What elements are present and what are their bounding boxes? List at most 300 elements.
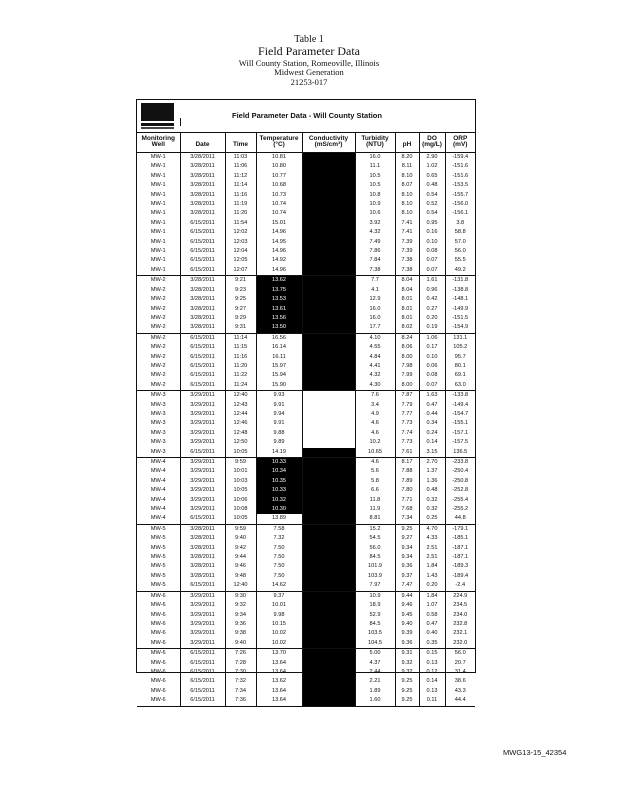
cell-turb: 10.9 — [355, 591, 395, 601]
cell-ph: 9.25 — [395, 687, 419, 696]
cell-well: MW-2 — [137, 314, 180, 323]
cell-date: 3/28/2011 — [180, 562, 225, 571]
cell-turb: 5.00 — [355, 649, 395, 659]
table-row — [137, 620, 475, 629]
cell-orp: -187.1 — [452, 554, 469, 561]
data-sheet — [136, 99, 476, 704]
cell-cond — [302, 486, 355, 495]
table-number: Table 1 — [294, 34, 324, 45]
cell-time: 11:22 — [225, 371, 256, 380]
cell-temp: 10.74 — [256, 209, 302, 218]
cell-cond — [302, 391, 355, 401]
cell-cond — [302, 477, 355, 486]
cell-well: MW-2 — [137, 323, 180, 333]
cell-well: MW-4 — [137, 458, 180, 468]
cell-temp: 10.01 — [256, 601, 302, 610]
cell-orp: 105.2 — [453, 344, 468, 351]
cell-time: 12:02 — [225, 228, 256, 237]
cell-ph: 9.39 — [395, 629, 419, 638]
cell-time: 9:40 — [225, 534, 256, 543]
cell-do: 0.10 — [419, 238, 445, 247]
cell-time: 11:19 — [225, 200, 256, 209]
cell-well: MW-1 — [137, 153, 180, 163]
cell-cond — [302, 429, 355, 438]
cell-well: MW-6 — [137, 620, 180, 629]
cell-cond — [302, 553, 355, 562]
cell-date: 3/29/2011 — [180, 401, 225, 410]
cell-orp: -149.9 — [452, 305, 469, 312]
cell-cond — [302, 601, 355, 610]
cell-ph: 7.71 — [395, 496, 419, 505]
cell-date: 6/15/2011 — [180, 371, 225, 380]
cell-time: 7:30 — [225, 668, 256, 677]
cell-well: MW-1 — [137, 172, 180, 181]
cell-date: 3/29/2011 — [180, 611, 225, 620]
cell-do: 1.84 — [419, 562, 445, 571]
table-row — [137, 219, 475, 228]
cell-cond — [302, 572, 355, 581]
cell-well: MW-2 — [137, 295, 180, 304]
cell-well: MW-6 — [137, 629, 180, 638]
cell-date: 6/15/2011 — [180, 696, 225, 706]
cell-well: MW-1 — [137, 238, 180, 247]
cell-do: 1.37 — [419, 467, 445, 476]
cell-do: 0.52 — [419, 200, 445, 209]
cell-temp: 13.64 — [256, 659, 302, 668]
cell-temp: 10.02 — [256, 629, 302, 638]
bates-number: MWG13-15_42354 — [503, 748, 567, 757]
cell-ph: 9.44 — [395, 591, 419, 601]
cell-well: MW-1 — [137, 191, 180, 200]
cell-well: MW-2 — [137, 276, 180, 286]
cell-date: 3/28/2011 — [180, 544, 225, 553]
cell-temp: 13.62 — [256, 276, 302, 286]
cell-do: 0.07 — [419, 266, 445, 276]
cell-ph: 7.79 — [395, 401, 419, 410]
cell-date: 3/28/2011 — [180, 181, 225, 190]
col-cond-h2: (mS/cm³) — [302, 142, 355, 153]
table-row — [137, 266, 475, 276]
cell-well: MW-6 — [137, 687, 180, 696]
table-row — [137, 448, 475, 458]
cell-ph: 9.46 — [395, 601, 419, 610]
cell-temp: 10.73 — [256, 191, 302, 200]
cell-do: 0.06 — [419, 362, 445, 371]
col-ph-h2: pH — [395, 142, 419, 153]
table-body — [137, 153, 475, 707]
cell-cond — [302, 544, 355, 553]
table-row — [137, 477, 475, 486]
cell-do: 0.11 — [419, 696, 445, 706]
cell-temp: 7.50 — [256, 553, 302, 562]
col-do-h1: DO — [419, 133, 445, 142]
cell-cond — [302, 505, 355, 514]
cell-orp: 232.1 — [453, 630, 468, 637]
cell-orp: -138.8 — [452, 286, 469, 293]
cell-temp: 9.91 — [256, 401, 302, 410]
cell-temp: 13.62 — [256, 677, 302, 686]
cell-time: 9:42 — [225, 544, 256, 553]
table-row — [137, 629, 475, 638]
cell-time: 9:48 — [225, 572, 256, 581]
cell-ph: 7.74 — [395, 429, 419, 438]
cell-time: 9:59 — [225, 524, 256, 534]
cell-cond — [302, 276, 355, 286]
cell-turb: 104.5 — [355, 639, 395, 649]
cell-time: 11:03 — [225, 153, 256, 163]
cell-time: 11:06 — [225, 162, 256, 171]
cell-do: 0.12 — [419, 668, 445, 677]
cell-cond — [302, 247, 355, 256]
col-date-h2: Date — [180, 142, 225, 153]
cell-time: 9:44 — [225, 553, 256, 562]
cell-temp: 14.96 — [256, 247, 302, 256]
table-row — [137, 256, 475, 265]
cell-well: MW-2 — [137, 333, 180, 343]
cell-temp: 13.64 — [256, 696, 302, 706]
cell-well: MW-5 — [137, 534, 180, 543]
cell-ph: 8.00 — [395, 353, 419, 362]
cell-well: MW-2 — [137, 353, 180, 362]
cell-do: 0.47 — [419, 620, 445, 629]
cell-orp: 234.5 — [453, 602, 468, 609]
cell-well: MW-2 — [137, 381, 180, 391]
table-row — [137, 514, 475, 524]
cell-date: 3/28/2011 — [180, 295, 225, 304]
cell-cond — [302, 458, 355, 468]
cell-time: 9:23 — [225, 286, 256, 295]
cell-date: 6/15/2011 — [180, 649, 225, 659]
table-row — [137, 496, 475, 505]
cell-temp: 14.19 — [256, 448, 302, 458]
cell-well: MW-2 — [137, 286, 180, 295]
cell-time: 12:44 — [225, 410, 256, 419]
cell-ph: 9.34 — [395, 553, 419, 562]
cell-do: 1.07 — [419, 601, 445, 610]
cell-turb: 4.30 — [355, 381, 395, 391]
cell-orp: -155.1 — [452, 420, 469, 427]
cell-time: 9:31 — [225, 323, 256, 333]
cell-date: 3/28/2011 — [180, 524, 225, 534]
cell-well: MW-1 — [137, 200, 180, 209]
cell-date: 3/29/2011 — [180, 601, 225, 610]
cell-turb: 4.32 — [355, 228, 395, 237]
cell-cond — [302, 668, 355, 677]
cell-well: MW-6 — [137, 611, 180, 620]
col-do-h2: (mg/L) — [419, 142, 445, 153]
cell-do: 0.25 — [419, 514, 445, 524]
cell-ph: 9.45 — [395, 611, 419, 620]
cell-ph: 7.47 — [395, 581, 419, 591]
cell-well: MW-6 — [137, 591, 180, 601]
cell-do: 0.19 — [419, 323, 445, 333]
cell-temp: 10.30 — [256, 505, 302, 514]
sheet-header — [137, 100, 475, 133]
cell-time: 11:15 — [225, 343, 256, 352]
cell-turb: 12.9 — [355, 295, 395, 304]
cell-ph: 7.41 — [395, 228, 419, 237]
cell-well: MW-6 — [137, 601, 180, 610]
cell-do: 0.07 — [419, 256, 445, 265]
col-temp-h1: Temperature — [256, 133, 302, 142]
cell-temp: 7.50 — [256, 544, 302, 553]
cell-turb: 10.5 — [355, 172, 395, 181]
cell-temp: 10.15 — [256, 620, 302, 629]
table-row — [137, 591, 475, 601]
cell-orp: -189.3 — [452, 563, 469, 570]
cell-turb: 1.89 — [355, 687, 395, 696]
cell-cond — [302, 314, 355, 323]
cell-ph: 8.04 — [395, 286, 419, 295]
cell-time: 9:34 — [225, 611, 256, 620]
cell-ph: 7.38 — [395, 256, 419, 265]
cell-date: 3/28/2011 — [180, 286, 225, 295]
cell-do: 0.65 — [419, 172, 445, 181]
cell-date: 6/15/2011 — [180, 247, 225, 256]
cell-orp: -250.4 — [452, 468, 469, 475]
cell-date: 6/15/2011 — [180, 266, 225, 276]
cell-time: 11:20 — [225, 209, 256, 218]
cell-date: 6/15/2011 — [180, 256, 225, 265]
cell-orp: -185.1 — [452, 535, 469, 542]
cell-ph: 7.87 — [395, 391, 419, 401]
company-line: Midwest Generation — [274, 67, 344, 78]
document-header — [0, 34, 618, 87]
cell-turb: 4.41 — [355, 362, 395, 371]
cell-cond — [302, 496, 355, 505]
cell-turb: 16.0 — [355, 153, 395, 163]
table-row — [137, 276, 475, 286]
cell-ph: 7.88 — [395, 467, 419, 476]
cell-turb: 4.37 — [355, 659, 395, 668]
cell-well: MW-3 — [137, 391, 180, 401]
cell-turb: 56.0 — [355, 544, 395, 553]
cell-date: 6/15/2011 — [180, 333, 225, 343]
cell-temp: 9.88 — [256, 429, 302, 438]
cell-temp: 9.94 — [256, 410, 302, 419]
table-row — [137, 200, 475, 209]
cell-do: 0.13 — [419, 659, 445, 668]
cell-turb: 10.5 — [355, 181, 395, 190]
cell-well: MW-3 — [137, 401, 180, 410]
cell-time: 11:14 — [225, 181, 256, 190]
cell-ph: 7.99 — [395, 371, 419, 380]
cell-temp: 10.33 — [256, 486, 302, 495]
cell-cond — [302, 639, 355, 649]
table-row — [137, 486, 475, 495]
cell-ph: 7.73 — [395, 419, 419, 428]
cell-orp: -250.8 — [452, 477, 469, 484]
cell-temp: 14.96 — [256, 228, 302, 237]
cell-ph: 7.41 — [395, 219, 419, 228]
cell-cond — [302, 524, 355, 534]
cell-do: 0.48 — [419, 486, 445, 495]
cell-turb: 4.32 — [355, 371, 395, 380]
cell-cond — [302, 191, 355, 200]
cell-well: MW-1 — [137, 209, 180, 218]
table-row — [137, 581, 475, 591]
cell-turb: 101.9 — [355, 562, 395, 571]
cell-ph: 9.27 — [395, 534, 419, 543]
field-parameter-table — [137, 133, 475, 707]
cell-cond — [302, 611, 355, 620]
cell-temp: 10.32 — [256, 496, 302, 505]
table-row — [137, 371, 475, 380]
cell-temp: 14.92 — [256, 256, 302, 265]
cell-time: 7:34 — [225, 687, 256, 696]
table-row — [137, 162, 475, 171]
cell-ph: 7.39 — [395, 247, 419, 256]
cell-time: 9:30 — [225, 591, 256, 601]
cell-cond — [302, 286, 355, 295]
cell-orp: -252.8 — [452, 487, 469, 494]
cell-turb: 4.6 — [355, 458, 395, 468]
cell-orp: -154.7 — [452, 410, 469, 417]
cell-temp: 7.32 — [256, 534, 302, 543]
cell-orp: 49.2 — [445, 266, 475, 276]
cell-well: MW-3 — [137, 419, 180, 428]
cell-time: 10:08 — [225, 505, 256, 514]
cell-well: MW-4 — [137, 486, 180, 495]
cell-time: 7:26 — [225, 649, 256, 659]
cell-do: 2.51 — [419, 553, 445, 562]
cell-cond — [302, 467, 355, 476]
cell-turb: 4.6 — [355, 419, 395, 428]
table-row — [137, 323, 475, 333]
cell-turb: 103.5 — [355, 629, 395, 638]
cell-date: 6/15/2011 — [180, 687, 225, 696]
cell-turb: 84.5 — [355, 553, 395, 562]
cell-temp: 14.95 — [256, 238, 302, 247]
cell-cond — [302, 333, 355, 343]
cell-do: 1.84 — [419, 591, 445, 601]
cell-ph: 9.25 — [395, 677, 419, 686]
cell-time: 10:05 — [225, 448, 256, 458]
cell-do: 0.48 — [419, 181, 445, 190]
table-row — [137, 611, 475, 620]
cell-time: 9:36 — [225, 620, 256, 629]
cell-cond — [302, 295, 355, 304]
table-row — [137, 305, 475, 314]
cell-orp: -255.2 — [452, 506, 469, 513]
col-temp-h2: (°C) — [256, 142, 302, 153]
cell-orp: -133.8 — [452, 392, 469, 399]
cell-date: 3/29/2011 — [180, 419, 225, 428]
cell-time: 10:06 — [225, 496, 256, 505]
cell-turb: 1.60 — [355, 696, 395, 706]
table-row — [137, 467, 475, 476]
cell-orp: -159.4 — [452, 154, 469, 160]
col-orp-h2: (mV) — [453, 141, 468, 148]
cell-time: 11:12 — [225, 172, 256, 181]
cell-cond — [302, 219, 355, 228]
cell-well: MW-6 — [137, 677, 180, 686]
cell-orp: -179.1 — [452, 525, 469, 532]
cell-well: MW-2 — [137, 343, 180, 352]
table-row — [137, 381, 475, 391]
cell-well: MW-2 — [137, 371, 180, 380]
cell-well: MW-6 — [137, 696, 180, 706]
cell-orp: 95.7 — [454, 353, 466, 360]
cell-turb: 103.9 — [355, 572, 395, 581]
cell-cond — [302, 562, 355, 571]
cell-well: MW-1 — [137, 219, 180, 228]
cell-time: 12:05 — [225, 256, 256, 265]
cell-cond — [302, 534, 355, 543]
col-turb-h1: Turbidity — [355, 133, 395, 142]
cell-do: 0.17 — [419, 343, 445, 352]
cell-turb: 54.5 — [355, 534, 395, 543]
cell-ph: 7.89 — [395, 477, 419, 486]
cell-orp: 136.5 — [445, 448, 475, 458]
table-row — [137, 228, 475, 237]
table-row — [137, 314, 475, 323]
cell-date: 3/29/2011 — [180, 477, 225, 486]
cell-turb: 18.9 — [355, 601, 395, 610]
cell-well: MW-4 — [137, 477, 180, 486]
cell-date: 6/15/2011 — [180, 448, 225, 458]
cell-turb: 7.97 — [355, 581, 395, 591]
cell-orp: 57.0 — [454, 238, 466, 245]
cell-date: 3/29/2011 — [180, 429, 225, 438]
cell-temp: 10.35 — [256, 477, 302, 486]
cell-orp: 56.0 — [454, 650, 466, 657]
cell-temp: 13.64 — [256, 668, 302, 677]
cell-turb: 4.10 — [355, 333, 395, 343]
cell-orp: -2.4 — [445, 581, 475, 591]
cell-time: 11:54 — [225, 219, 256, 228]
cell-turb: 11.8 — [355, 496, 395, 505]
cell-temp: 13.70 — [256, 649, 302, 659]
cell-turb: 2.21 — [355, 677, 395, 686]
table-row — [137, 668, 475, 677]
cell-time: 9:38 — [225, 629, 256, 638]
cell-time: 9:21 — [225, 276, 256, 286]
table-row — [137, 181, 475, 190]
cell-temp: 10.81 — [256, 153, 302, 163]
col-cond-h1: Conductivity — [302, 133, 355, 142]
cell-orp: -151.6 — [452, 172, 469, 179]
cell-time: 9:25 — [225, 295, 256, 304]
cell-do: 4.70 — [419, 524, 445, 534]
cell-do: 0.08 — [419, 247, 445, 256]
cell-time: 10:01 — [225, 467, 256, 476]
cell-temp: 13.64 — [256, 687, 302, 696]
cell-orp: 38.6 — [454, 678, 466, 685]
cell-ph: 9.37 — [395, 572, 419, 581]
cell-time: 11:14 — [225, 333, 256, 343]
cell-turb: 4.84 — [355, 353, 395, 362]
cell-turb: 6.6 — [355, 486, 395, 495]
cell-temp: 13.53 — [256, 295, 302, 304]
cell-well: MW-3 — [137, 410, 180, 419]
cell-cond — [302, 629, 355, 638]
cell-do: 0.07 — [419, 381, 445, 391]
cell-do: 0.13 — [419, 687, 445, 696]
cell-ph: 8.07 — [395, 181, 419, 190]
cell-well: MW-1 — [137, 181, 180, 190]
cell-ph: 7.98 — [395, 362, 419, 371]
cell-orp: -149.4 — [452, 401, 469, 408]
cell-date: 3/28/2011 — [180, 323, 225, 333]
cell-orp: 56.0 — [454, 248, 466, 255]
cell-temp: 14.96 — [256, 266, 302, 276]
col-turb-h2: (NTU) — [355, 142, 395, 153]
cell-well: MW-1 — [137, 228, 180, 237]
col-orp-h1: ORP — [453, 134, 468, 142]
cell-temp: 13.50 — [256, 323, 302, 333]
cell-ph: 9.32 — [395, 659, 419, 668]
